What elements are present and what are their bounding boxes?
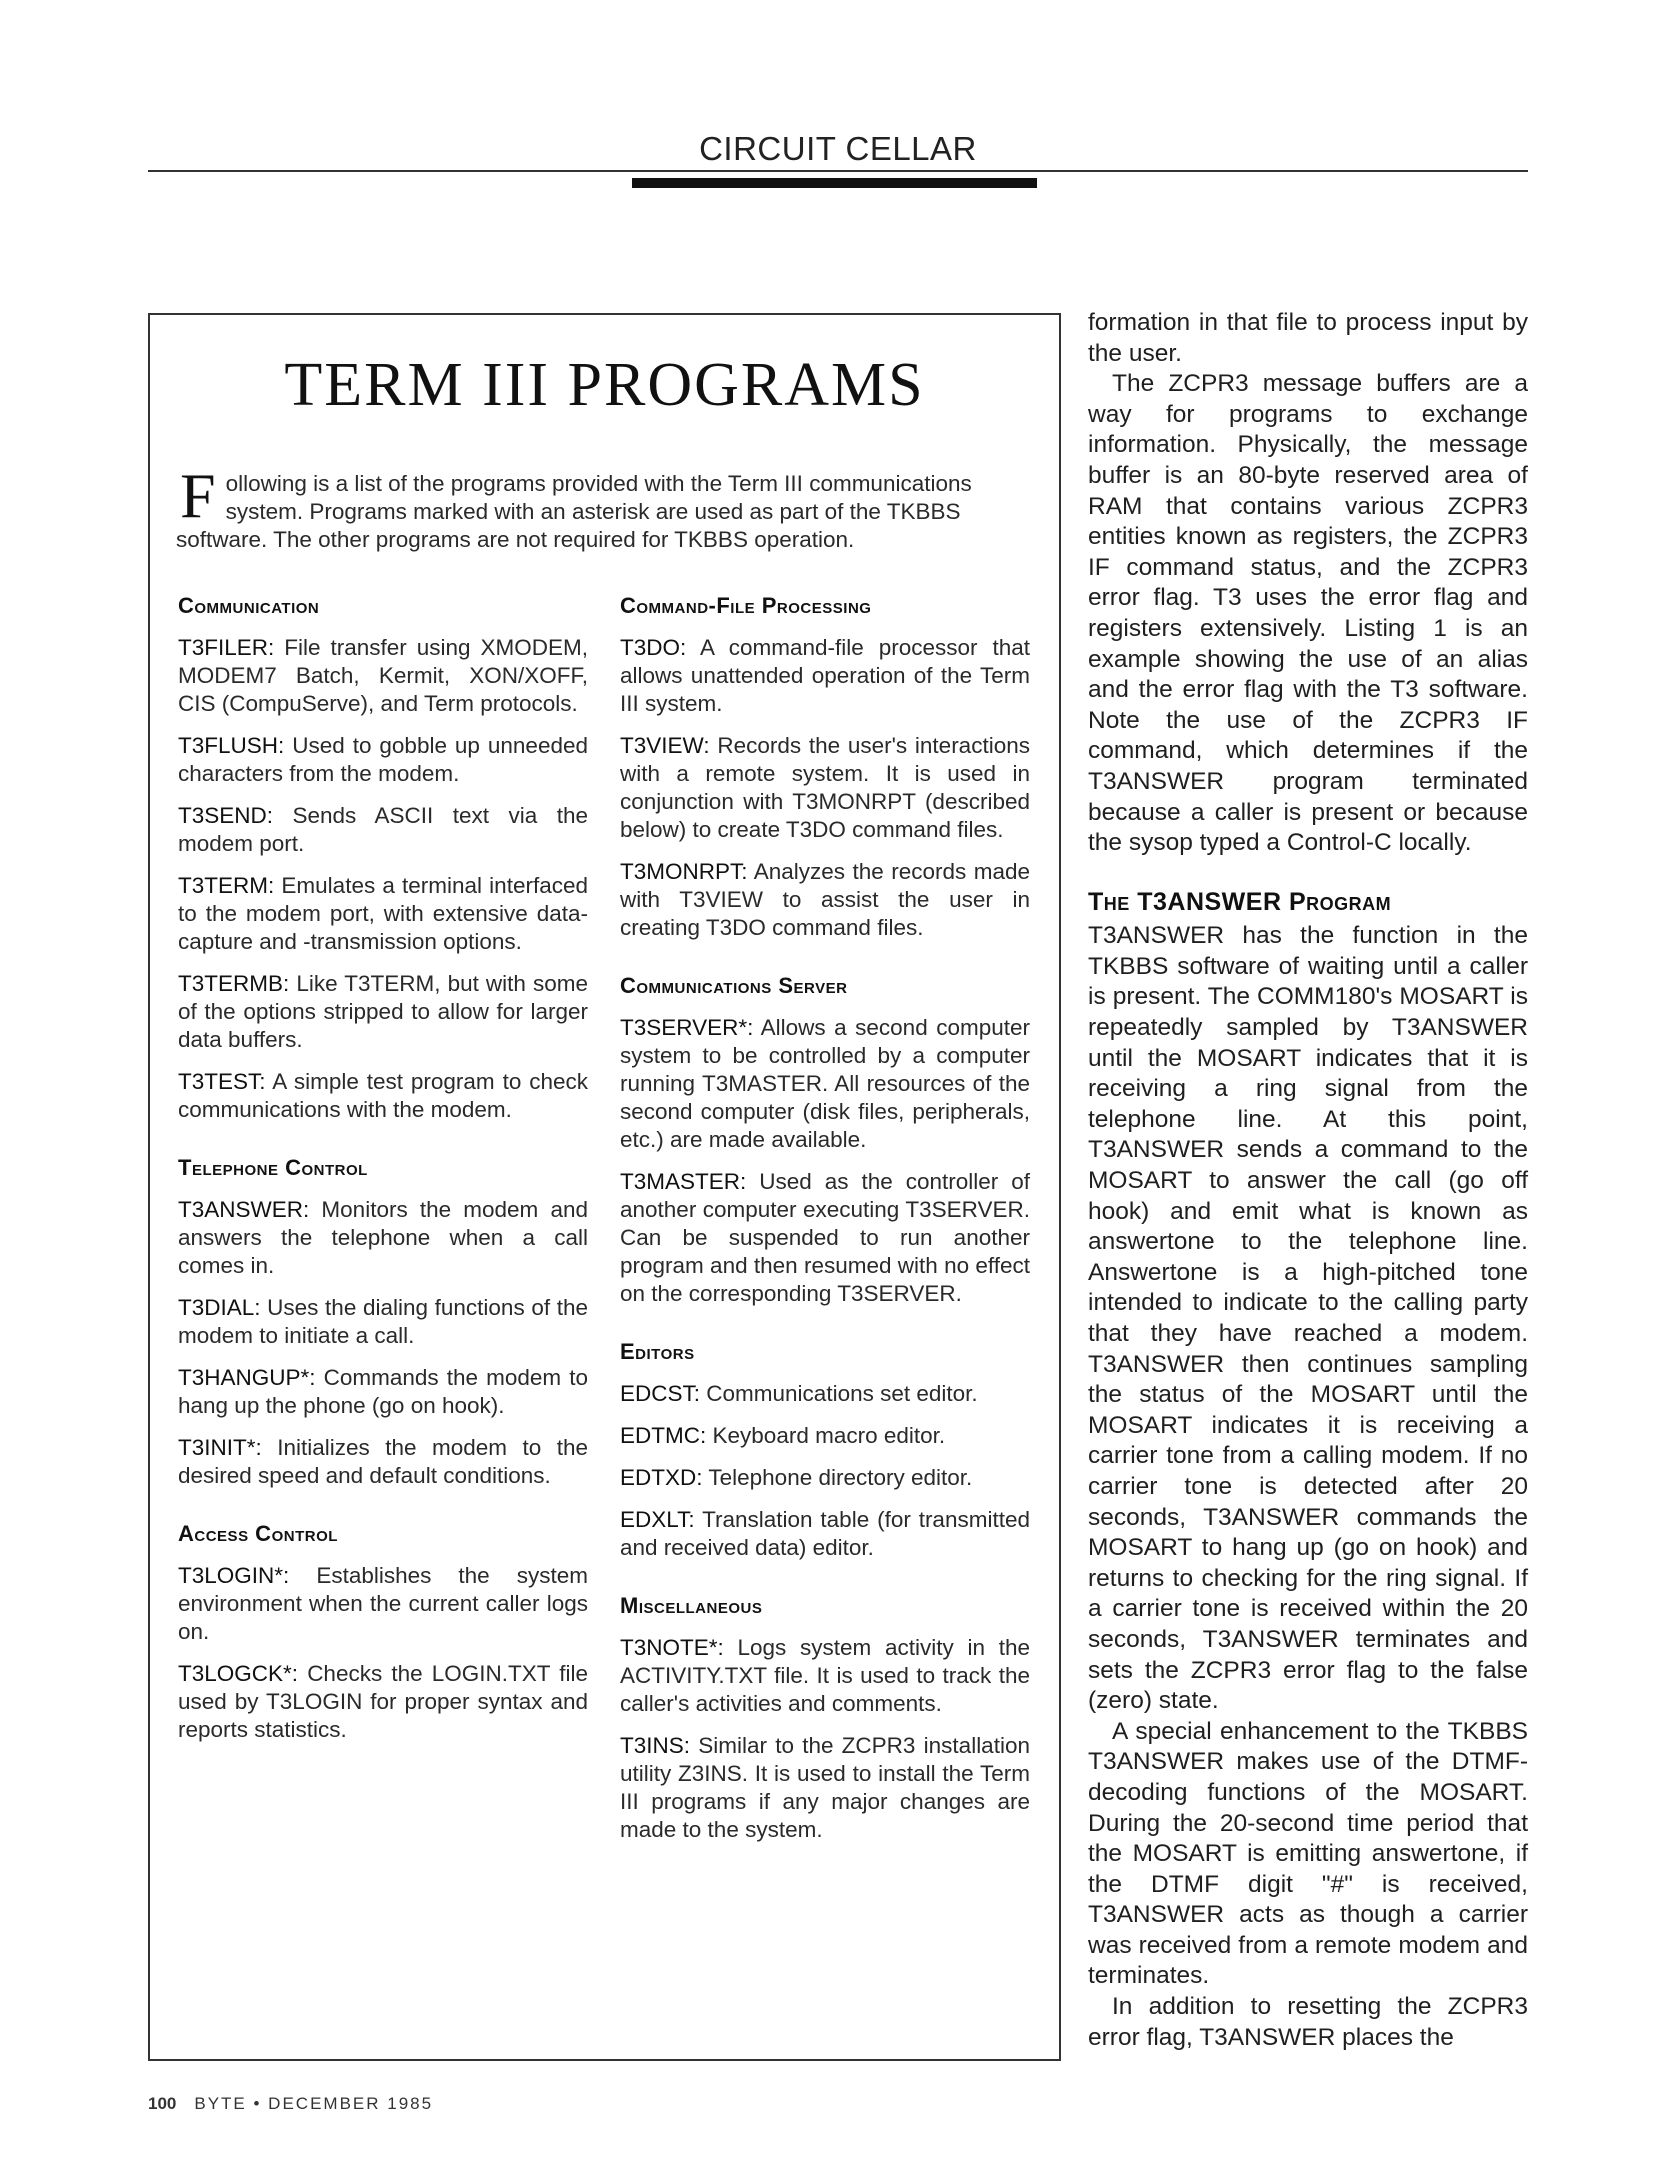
- sidebar-intro: [176, 460, 1024, 554]
- program-name: T3HANGUP*:: [178, 1365, 316, 1390]
- program-entry: [620, 858, 1030, 942]
- publication-line: BYTE • DECEMBER 1985: [194, 2094, 434, 2113]
- program-entry: [178, 634, 588, 718]
- program-entry: [178, 1660, 588, 1744]
- program-section: [178, 1154, 588, 1490]
- article-heading: The T3ANSWER Program: [1088, 887, 1392, 916]
- article-paragraph: The ZCPR3 message buffers are a way for programs to exchange information. Physically, the message buffer is an 80-byte reserved area of RAM that contains various ZCPR3 entities known as registers, the ZCPR3 IF command status, and the ZCPR3 error flag. T3 uses the error flag and registers extensively. Listing 1 is an example showing the use of an alias and the error flag with the T3 software. Note the use of the ZCPR3 IF command, which determines if the T3ANSWER program terminated because a caller is present or because the sysop typed a Control-C locally.: [1088, 370, 1528, 857]
- program-name: T3FILER:: [178, 635, 275, 660]
- program-name: EDTMC:: [620, 1423, 707, 1448]
- article-paragraph: T3ANSWER has the function in the TKBBS software of waiting until a caller is present. The COMM180's MOSART is repeatedly sampled by T3ANSWER until the MOSART indicates that it is receiving a ring signal from the telephone line. At this point, T3ANSWER sends a command to the MOSART to answer the call (go off hook) and emit what is known as answertone to the telephone line. Answertone is a high-pitched tone intended to indicate to the calling party that they have reached a modem. T3ANSWER then continues sampling the status of the MOSART until the MOSART indicates it is receiving a carrier tone from a calling modem. If no carrier tone is detected after 20 seconds, T3ANSWER commands the MOSART to hang up (go on hook) and returns to checking for the ring signal. If a carrier tone is received within the 20 seconds, T3ANSWER terminates and sets the ZCPR3 error flag to the false (zero) state.: [1088, 922, 1528, 1715]
- page-number: 100: [148, 2094, 177, 2113]
- program-description: Analyzes the records made with T3VIEW to assist the user in creating T3DO command files.: [620, 859, 1030, 940]
- program-description: Used as the controller of another computer executing T3SERVER. Can be suspended to run another program and then resumed with no effect on the corresponding T3SERVER.: [620, 1169, 1030, 1306]
- program-description: Initializes the modem to the desired speed and default conditions.: [178, 1435, 588, 1488]
- section-heading: Communications Server: [620, 973, 848, 998]
- program-name: T3LOGCK*:: [178, 1661, 299, 1686]
- program-entry: [178, 1562, 588, 1646]
- section-heading: Miscellaneous: [620, 1593, 763, 1618]
- program-entry: [620, 634, 1030, 718]
- article-paragraph: formation in that file to process input by the user.: [1088, 309, 1528, 367]
- program-description: Monitors the modem and answers the telephone when a call comes in.: [178, 1197, 588, 1278]
- program-description: Checks the LOGIN.TXT file used by T3LOGIN for proper syntax and reports statistics.: [178, 1661, 588, 1742]
- program-name: T3INIT*:: [178, 1435, 262, 1460]
- running-header: CIRCUIT CELLAR: [699, 130, 977, 167]
- program-description: Allows a second computer system to be controlled by a computer running T3MASTER. All resources of the second computer (disk files, peripherals, etc.) are made available.: [620, 1015, 1030, 1152]
- program-name: EDXLT:: [620, 1507, 695, 1532]
- program-description: File transfer using XMODEM, MODEM7 Batch, Kermit, XON/XOFF, CIS (CompuServe), and Term protocols.: [178, 635, 588, 716]
- program-section: [620, 1592, 1030, 1844]
- program-entry: [178, 1196, 588, 1280]
- program-name: T3VIEW:: [620, 733, 710, 758]
- program-description: Logs system activity in the ACTIVITY.TXT file. It is used to track the caller's activities and comments.: [620, 1635, 1030, 1716]
- program-description: Uses the dialing functions of the modem to initiate a call.: [178, 1295, 588, 1348]
- header-bar: [632, 178, 1037, 188]
- section-heading: Command-File Processing: [620, 593, 872, 618]
- program-section: [620, 972, 1030, 1308]
- program-name: T3MASTER:: [620, 1169, 747, 1194]
- program-entry: [620, 1422, 1030, 1450]
- intro-text: ollowing is a list of the programs provided with the Term III communications system. Programs marked with an asterisk are used as part of the TKBBS software. The other programs are not required for TKBBS operation.: [176, 471, 972, 552]
- program-description: Communications set editor.: [706, 1381, 978, 1406]
- program-description: Sends ASCII text via the modem port.: [178, 803, 588, 856]
- program-entry: [178, 1364, 588, 1420]
- program-entry: [620, 1014, 1030, 1154]
- program-entry: [178, 732, 588, 788]
- program-entry: [620, 732, 1030, 844]
- header-rule: [148, 170, 1528, 172]
- program-entry: [178, 802, 588, 858]
- program-entry: [178, 970, 588, 1054]
- program-entry: [620, 1634, 1030, 1718]
- program-description: Used to gobble up unneeded characters from the modem.: [178, 733, 588, 786]
- program-section: [178, 592, 588, 1124]
- program-description: Establishes the system environment when the current caller logs on.: [178, 1563, 588, 1644]
- program-description: Keyboard macro editor.: [712, 1423, 946, 1448]
- program-entry: [620, 1732, 1030, 1844]
- program-entry: [620, 1506, 1030, 1562]
- program-name: T3SEND:: [178, 803, 274, 828]
- section-heading: Telephone Control: [178, 1155, 368, 1180]
- program-entry: [620, 1380, 1030, 1408]
- article-column: [1088, 308, 1528, 2053]
- program-description: Like T3TERM, but with some of the options stripped to allow for larger data buffers.: [178, 971, 588, 1052]
- program-entry: [178, 872, 588, 956]
- program-name: T3DIAL:: [178, 1295, 261, 1320]
- program-name: T3NOTE*:: [620, 1635, 724, 1660]
- program-name: T3TERMB:: [178, 971, 290, 996]
- program-section: [620, 592, 1030, 942]
- program-description: A simple test program to check communications with the modem.: [178, 1069, 588, 1122]
- section-heading: Access Control: [178, 1521, 338, 1546]
- section-heading: Communication: [178, 593, 320, 618]
- program-name: EDCST:: [620, 1381, 701, 1406]
- program-section: [178, 1520, 588, 1744]
- sidebar-left-column: [178, 592, 588, 1774]
- program-entry: [620, 1168, 1030, 1308]
- program-description: Commands the modem to hang up the phone (go on hook).: [178, 1365, 588, 1418]
- program-name: T3LOGIN*:: [178, 1563, 290, 1588]
- program-entry: [620, 1464, 1030, 1492]
- program-description: Similar to the ZCPR3 installation utility Z3INS. It is used to install the Term III programs if any major changes are made to the system.: [620, 1733, 1030, 1842]
- article-paragraph: In addition to resetting the ZCPR3 error flag, T3ANSWER places the: [1088, 1993, 1528, 2051]
- sidebar-right-column: [620, 592, 1030, 1874]
- program-name: T3FLUSH:: [178, 733, 285, 758]
- program-name: T3TEST:: [178, 1069, 266, 1094]
- program-name: T3MONRPT:: [620, 859, 748, 884]
- article-paragraph: A special enhancement to the TKBBS T3ANSWER makes use of the DTMF-decoding functions of the MOSART. During the 20-second time period that the MOSART is emitting answertone, if the DTMF digit "#" is received, T3ANSWER acts as though a carrier was received from a remote modem and terminates.: [1088, 1717, 1528, 1990]
- section-heading: Editors: [620, 1339, 695, 1364]
- program-name: T3DO:: [620, 635, 687, 660]
- program-description: Translation table (for transmitted and received data) editor.: [620, 1507, 1030, 1560]
- program-section: [620, 1338, 1030, 1562]
- program-description: Telephone directory editor.: [708, 1465, 973, 1490]
- program-entry: [178, 1434, 588, 1490]
- page-footer: [148, 2094, 433, 2114]
- program-entry: [178, 1294, 588, 1350]
- program-name: T3INS:: [620, 1733, 691, 1758]
- program-description: A command-file processor that allows unattended operation of the Term III system.: [620, 635, 1030, 716]
- program-name: T3TERM:: [178, 873, 275, 898]
- drop-cap: F: [180, 460, 216, 531]
- program-description: Emulates a terminal interfaced to the modem port, with extensive data-capture and -transmission options.: [178, 873, 588, 954]
- program-name: EDTXD:: [620, 1465, 703, 1490]
- program-entry: [178, 1068, 588, 1124]
- sidebar-title: TERM III PROGRAMS: [284, 351, 925, 419]
- program-name: T3SERVER*:: [620, 1015, 754, 1040]
- program-name: T3ANSWER:: [178, 1197, 310, 1222]
- program-description: Records the user's interactions with a remote system. It is used in conjunction with T3MONRPT (described below) to create T3DO command files.: [620, 733, 1030, 842]
